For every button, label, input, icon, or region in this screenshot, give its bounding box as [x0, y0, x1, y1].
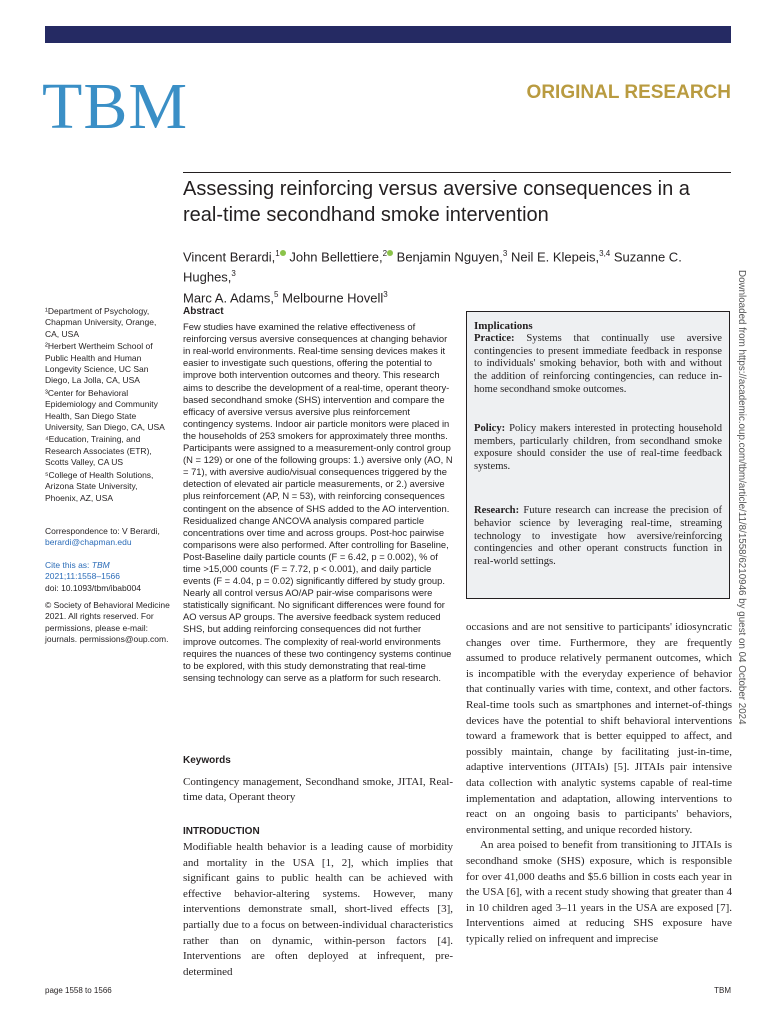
author-affiliation-ref[interactable]: 1: [275, 249, 280, 258]
cite-label: Cite this as:: [45, 560, 90, 570]
footer-journal: TBM: [714, 986, 731, 995]
affiliation: ⁴Education, Training, and Research Associates (ETR), Scotts Valley, CA US: [45, 434, 152, 468]
affiliation: ²Herbert Wertheim School of Public Health and Human Longevity Science, UC San Diego, La Jolla, CA, USA: [45, 341, 153, 386]
author[interactable]: Marc A. Adams,: [183, 289, 275, 305]
policy-label: Policy:: [474, 422, 506, 434]
author-affiliation-ref[interactable]: 5: [274, 289, 279, 299]
research-text: Future research can increase the precision of behavior science by leveraging real-time, streaming technology to investigate how aversive/reinforcing contingencies and other operant constructs function in real-world settings.: [474, 504, 722, 568]
cite-journal: TBM: [91, 560, 110, 570]
page-range: page 1558 to 1566: [45, 986, 112, 995]
section-label: ORIGINAL RESEARCH: [526, 82, 731, 103]
keywords-text: Contingency management, Secondhand smoke, JITAI, Real-time data, Operant theory: [183, 776, 453, 803]
correspondence-label: Correspondence to: V Berardi,: [45, 526, 160, 536]
download-note: [733, 270, 747, 970]
author[interactable]: Benjamin Nguyen,: [396, 249, 503, 265]
implications-box: [466, 311, 730, 599]
author[interactable]: John Bellettiere,: [289, 249, 383, 265]
author[interactable]: Suzanne C. Hughes,: [183, 249, 682, 285]
title-rule: [183, 172, 731, 173]
introduction-text: [183, 840, 453, 980]
orcid-icon[interactable]: [387, 250, 393, 256]
affiliations: [45, 306, 170, 505]
author-affiliation-ref[interactable]: 3: [231, 269, 236, 279]
header-bar: [45, 26, 731, 43]
body-paragraph: occasions and are not sensitive to participants' idiosyncratic changes over time. Furthermore, they are frequently assumed to produce relatively permanent outcomes, which is incompatible with the everyday experience of behavior that continually varies with time, context, and other factors. Real-time tools such as smartphones and internet-of-things devices have the potential to shift behavioral interventions toward a framework that is better equipped to affect, and possibly maintain, change by facilitating just-in-time, adaptive interventions (JITAIs) [5]. JITAIs pair intensive data collection with analytic systems capable of real-time implementation and adaptation, allowing interventions to react on an ongoing basis to participants' behaviors, environmental setting, and unique recorded history.: [466, 621, 732, 836]
citation: [45, 560, 170, 594]
practice-text: Systems that continually use aversive contingencies to present immediate feedback in response to individuals' smoking behavior, both with and without the addition of reinforcing contingencies, can reduce in-home secondhand smoke outcomes.: [474, 332, 722, 395]
orcid-icon[interactable]: [280, 250, 286, 256]
author[interactable]: Vincent Berardi,: [183, 249, 276, 265]
article-title: Assessing reinforcing versus aversive consequences in a real-time secondhand smoke intervention: [183, 178, 690, 226]
doi-link[interactable]: doi: 10.1093/tbm/ibab004: [45, 582, 141, 593]
implications-heading: Implications: [474, 320, 533, 332]
body-paragraph: An area poised to benefit from transitioning to JITAIs is secondhand smoke (SHS) exposure, which is responsible for over 41,000 deaths and $5.6 billion in costs each year in the USA [6], with a recent study showing that greater than 4 in 10 children aged 3–11 years in the USA are exposed [7]. Interventions aimed at reducing SHS exposure have typically relied on infrequent and imprecise: [466, 839, 732, 945]
abstract: [183, 306, 453, 684]
affiliation: ³Center for Behavioral Epidemiology and Community Health, San Diego State University, San Diego, CA, USA: [45, 387, 165, 433]
implication-practice: [474, 333, 722, 397]
cite-volume: 2021;11:1558–1566: [45, 571, 121, 582]
implication-policy: [474, 423, 722, 474]
practice-label: Practice:: [474, 332, 515, 344]
author-affiliation-ref[interactable]: 3: [383, 289, 388, 299]
abstract-text: Few studies have examined the relative effectiveness of reinforcing versus aversive consequences at changing behavior in real-world environments. Real-time sensing devices makes it easier to investigate such questions, offering the potential to improve both intervention outcomes and theory. This research aims to describe the development of a real-time, operant theory-based secondhand smoke (SHS) intervention and compare the efficacy of aversive versus aversive plus reinforcement contingency systems. Indoor air particle monitors were placed in the households of 253 smokers for approximately three months. Participants were assigned to a measurement-only control group (N = 129) or one of the following groups: 1.) aversive only (AO, N = 71), with aversive audio/visual consequences triggered by the detection of elevated air particle measurements, or 2.) aversive plus reinforcement (AP, N = 53), with reinforcing consequences contingent on the absence of SHS added to the AO intervention. Residualized change ANCOVA analysis compared particle concentrations over time and across groups. Post-hoc pairwise comparisons were also performed. After controlling for Baseline, Post-Baseline daily particle counts (F = 6.42, p = 0.002), % of time >15,000 counts (F = 7.72, p < 0.001), and daily particle events (F = 4.04, p = 0.02) significantly differed by study group. Nearly all control versus AO/AP pair-wise comparisons were statistically significant. No significant differences were found for AO versus AP groups. The aversive feedback system reduced SHS, but adding reinforcing consequences did not further improve outcomes. The complexity of real-world environments requires the nuances of these two contingency systems continue to be explored, with this study demonstrating that real-time sensing technology can serve as a platform for such research.: [183, 321, 453, 683]
author-list: [183, 245, 723, 306]
correspondence: [45, 526, 170, 549]
author[interactable]: Melbourne Hovell: [282, 289, 384, 305]
policy-text: Policy makers interested in protecting household members, particularly children, from secondhand smoke exposure should consider the use of real-time feedback systems.: [474, 422, 722, 473]
affiliation: ¹Department of Psychology, Chapman University, Orange, CA, USA: [45, 306, 157, 339]
keywords-heading: Keywords: [183, 755, 231, 766]
author-affiliation-ref[interactable]: 3,4: [599, 249, 611, 258]
author-affiliation-ref[interactable]: 3: [502, 249, 508, 258]
author-affiliation-ref[interactable]: 2: [382, 249, 388, 258]
copyright: © Society of Behavioral Medicine 2021. All rights reserved. For permissions, please e-mail: journals. permissions@oup.com.: [45, 600, 170, 645]
download-note-text: Downloaded from https://academic.oup.com/tbm/article/11/8/1558/6210946 by guest on 04 October 2024: [736, 270, 747, 725]
abstract-heading: Abstract: [183, 306, 224, 317]
research-label: Research:: [474, 504, 520, 516]
correspondence-email-link[interactable]: berardi@chapman.edu: [45, 537, 132, 548]
affiliation: ⁵College of Health Solutions, Arizona State University, Phoenix, AZ, USA: [45, 469, 154, 503]
introduction-paragraph: Modifiable health behavior is a leading cause of morbidity and mortality in the USA [1, 2], which implies that significant gains to public health can be achieved with effective behavior-altering systems. However, many interventions demonstrate small, short-lived effects [3], partially due to a focus on between-individual characteristics rather than on dynamic, within-person factors [4]. Interventions are often deployed at infrequent, pre-determined: [183, 841, 453, 978]
author[interactable]: Neil E. Klepeis,: [510, 249, 600, 265]
right-column-text: [466, 620, 732, 947]
implication-research: [474, 505, 722, 569]
journal-logo: TBM: [42, 70, 189, 143]
introduction-heading: INTRODUCTION: [183, 826, 260, 837]
